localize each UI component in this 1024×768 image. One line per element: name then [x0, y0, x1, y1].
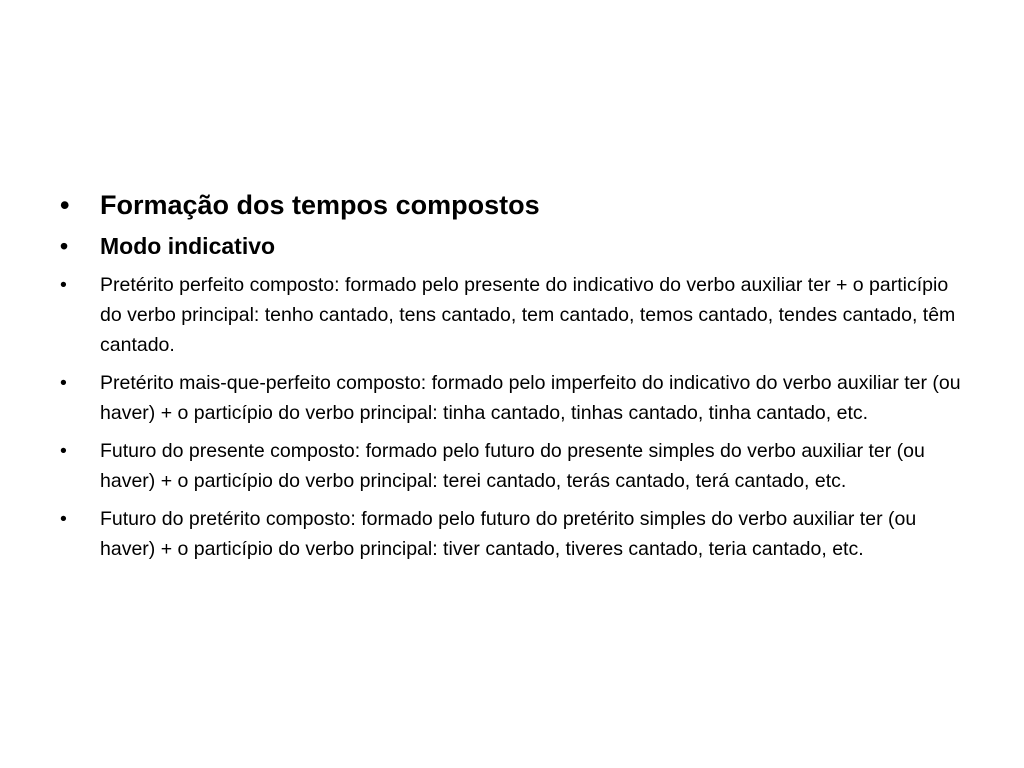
bullet-item-subheading — [60, 230, 970, 262]
bullet-item — [60, 368, 970, 428]
bullet-text: Futuro do presente composto: formado pelo futuro do presente simples do verbo auxiliar ter (ou haver) + o particípio do verbo principal: terei cantado, terás cantado, terá cantado, etc. — [100, 440, 925, 492]
bullet-list — [60, 186, 970, 564]
bullet-item-heading — [60, 186, 970, 224]
bullet-icon: • — [60, 190, 70, 220]
bullet-item — [60, 436, 970, 496]
bullet-text: Modo indicativo — [100, 233, 276, 259]
bullet-text: Formação dos tempos compostos — [100, 190, 540, 220]
slide-content — [60, 186, 970, 572]
bullet-text: Pretérito perfeito composto: formado pelo presente do indicativo do verbo auxiliar ter + o particípio do verbo principal: tenho cantado, tens cantado, tem cantado, temos cantado, tendes cantado, têm cantado. — [100, 274, 956, 356]
bullet-icon: • — [60, 440, 67, 462]
bullet-icon: • — [60, 372, 67, 394]
bullet-icon: • — [60, 508, 67, 530]
bullet-icon: • — [60, 233, 69, 259]
bullet-icon: • — [60, 274, 67, 296]
bullet-text: Pretérito mais-que-perfeito composto: formado pelo imperfeito do indicativo do verbo auxiliar ter (ou haver) + o particípio do verbo principal: tinha cantado, tinhas cantado, tinha cantado, etc. — [100, 372, 961, 424]
bullet-item — [60, 504, 970, 564]
bullet-item — [60, 270, 970, 360]
bullet-text: Futuro do pretérito composto: formado pelo futuro do pretérito simples do verbo auxiliar ter (ou haver) + o particípio do verbo principal: tiver cantado, tiveres cantado, teria cantado, etc. — [100, 508, 917, 560]
